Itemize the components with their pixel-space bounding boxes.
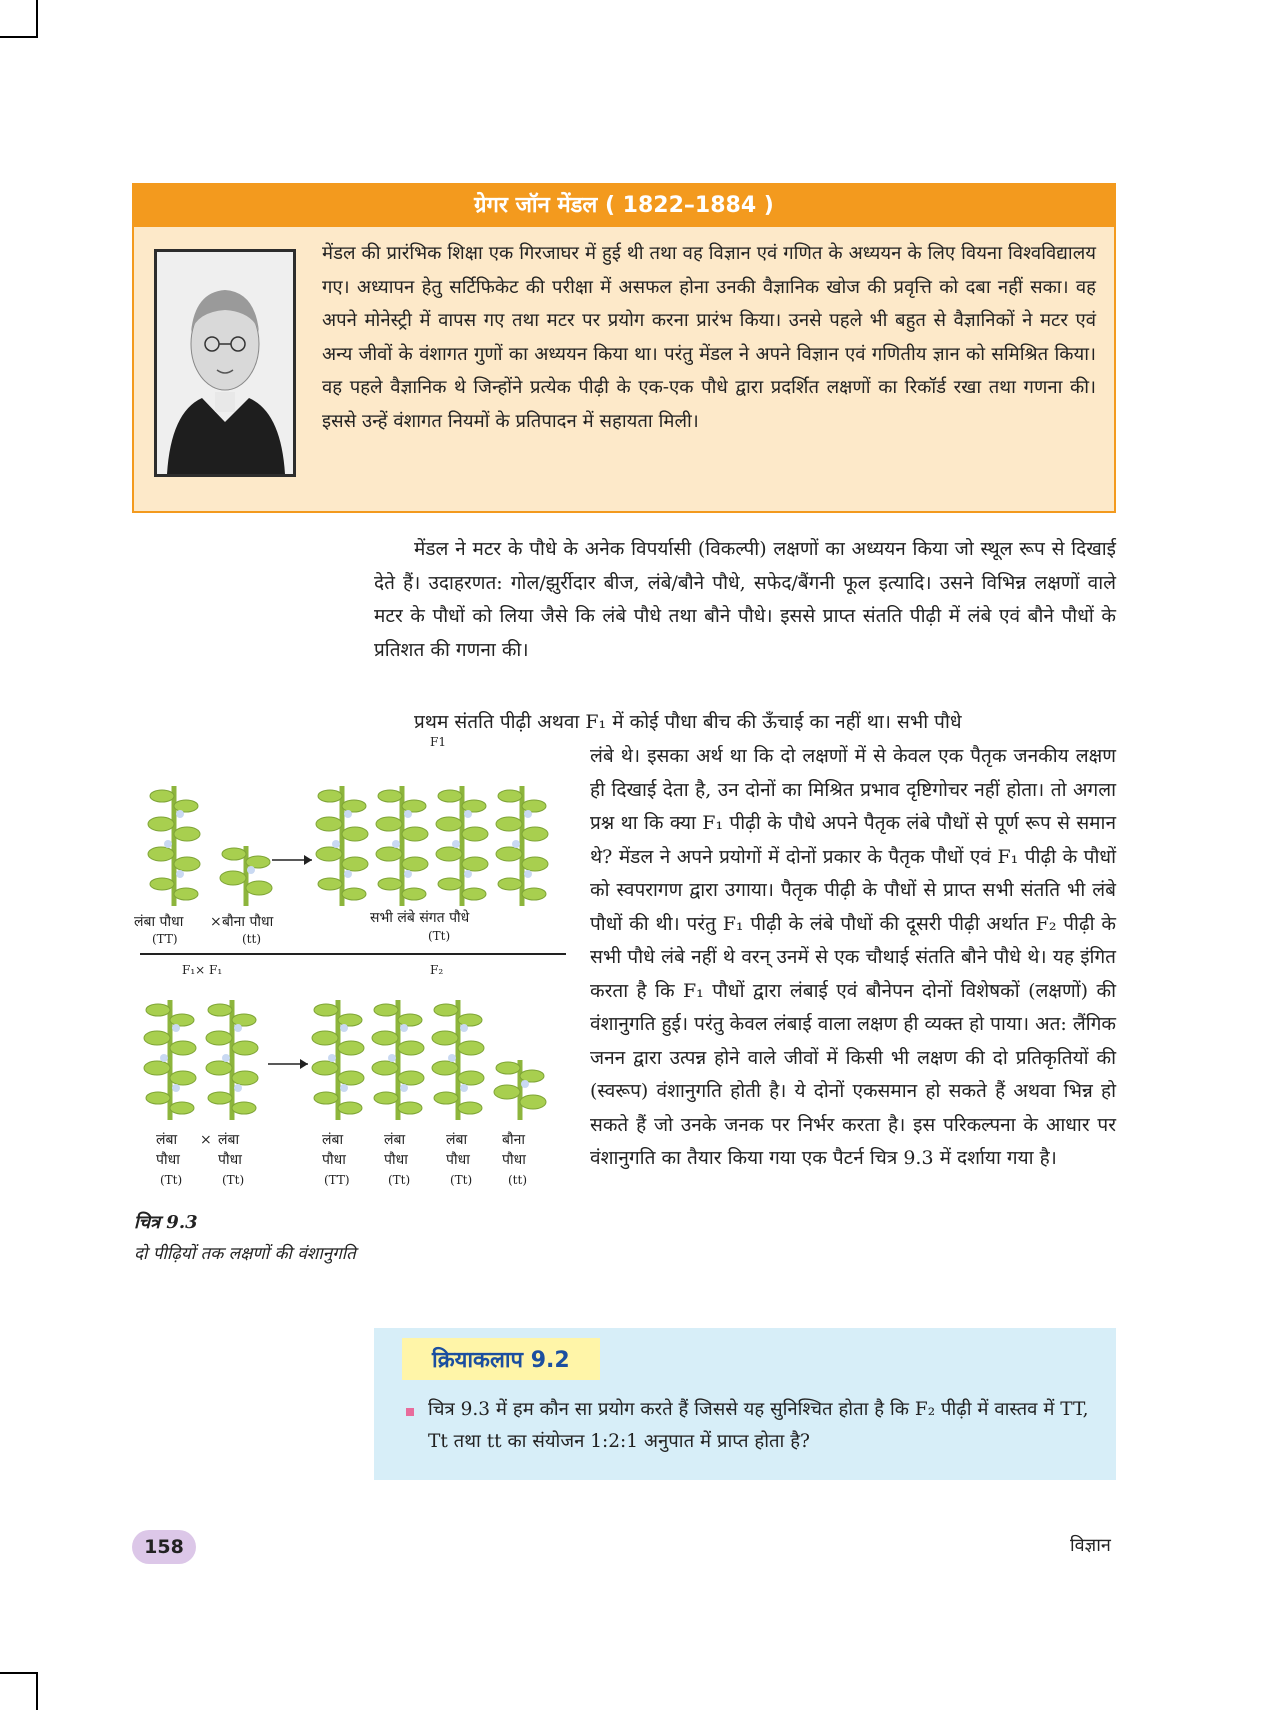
figure-caption-title: चित्र 9.3 xyxy=(134,1212,198,1233)
figure-caption-subtitle: दो पीढ़ियों तक लक्षणों की वंशानुगति xyxy=(134,1244,356,1264)
label-tall-c: लंबा xyxy=(322,1132,344,1148)
activity-question: चित्र 9.3 में हम कौन सा प्रयोग करते हैं जिससे यह सुनिश्चित होता है कि F₂ पीढ़ी में वास्तव में TT, Tt तथा tt का संयोजन 1:2:1 अनुपात में प्राप्त होता है? xyxy=(428,1399,1089,1452)
label-dwarf-plant: बौना पौधा xyxy=(222,914,274,930)
label-plant-b: पौधा xyxy=(218,1152,242,1168)
crop-mark-top-v xyxy=(36,0,38,38)
label-all-tall: सभी लंबे संगत पौधे xyxy=(370,910,470,926)
figure-9-3 xyxy=(130,730,570,1190)
label-Tt-f1: (Tt) xyxy=(428,929,451,943)
label-TT-f2: (TT) xyxy=(324,1173,350,1187)
label-tall-d: लंबा xyxy=(384,1132,406,1148)
label-f1xf1: F₁× F₁ xyxy=(182,963,223,977)
label-Tt-c: (Tt) xyxy=(388,1173,411,1187)
label-plant-a: पौधा xyxy=(156,1152,180,1168)
label-plant-f: पौधा xyxy=(502,1152,526,1168)
f2-plant-TT xyxy=(312,1000,364,1120)
label-dwarf-f: बौना xyxy=(502,1132,526,1148)
paragraph-text: मेंडल ने मटर के पौधे के अनेक विपर्यासी (विकल्पी) लक्षणों का अध्ययन किया जो स्थूल रूप से दिखाई देते हैं। उदाहरणत: गोल/झुर्रीदार बीज, लंबे/बौने पौधे, सफेद/बैंगनी फूल इत्यादि। उसने विभिन्न लक्षणों वाले मटर के पौधों को लिया जैसे कि लंबे पौधे तथा बौने पौधे। इससे प्राप्त संतति पीढ़ी में लंबे एवं बौने पौधों के प्रतिशत की गणना की। xyxy=(374,538,1116,661)
body-paragraph-2-lead: प्रथम संतति पीढ़ी अथवा F₁ में कोई पौधा बीच की ऊँचाई का नहीं था। सभी पौधे xyxy=(414,711,962,733)
label-tt: (tt) xyxy=(242,932,262,946)
mendel-bio-box xyxy=(132,183,1116,513)
label-plant-e: पौधा xyxy=(446,1152,470,1168)
f1-parent-2 xyxy=(206,1000,258,1120)
crop-mark-top xyxy=(0,36,36,38)
body-paragraph-1 xyxy=(374,533,1116,667)
tall-plant-tt xyxy=(148,786,200,906)
mendel-bio-title: ग्रेगर जॉन मेंडल ( 1822–1884 ) xyxy=(134,185,1114,227)
f1-parent-1 xyxy=(144,1000,196,1120)
body-paragraph-2: लंबे थे। इसका अर्थ था कि दो लक्षणों में से केवल एक पैतृक जनकीय लक्षण ही दिखाई देता है, उन दोनों का मिश्रित प्रभाव दृष्टिगोचर नहीं होता। तो अगला प्रश्न था कि क्या F₁ पीढ़ी के पौधे अपने पैतृक लंबे पौधों से पूर्ण रूप से समान थे? मेंडल ने अपने प्रयोगों में दोनों प्रकार के पैतृक पौधों एवं F₁ पीढ़ी के पौधों को स्वपरागण द्वारा उगाया। पैतृक पीढ़ी के पौधों से प्राप्त सभी संतति भी लंबे पौधों की थी। परंतु F₁ पीढ़ी के लंबे पौधों की दूसरी पीढ़ी अर्थात F₂ पीढ़ी के सभी पौधे लंबे नहीं थे वरन् उनमें से एक चौथाई संतति बौने पौधे थे। यह इंगित करता है कि F₁ पौधों द्वारा लंबाई एवं बौनेपन दोनों विशेषकों (लक्षणों) की वंशानुगति हुई। परंतु केवल लंबाई वाला लक्षण ही व्यक्त हो पाया। अत: लैंगिक जनन द्वारा उत्पन्न होने वाले जीवों में किसी भी लक्षण की दो प्रतिकृतियों की (स्वरूप) वंशानुगति होती है। ये दोनों एकसमान हो सकते हैं अथवा भिन्न हो सकते हैं जो उनके जनक पर निर्भर करता है। इस परिकल्पना के आधार पर वंशानुगति का तैयार किया गया एक पैटर्न चित्र 9.3 में दर्शाया गया है। xyxy=(590,745,1116,1169)
crop-mark-bottom xyxy=(0,1672,36,1674)
f1-plant-4 xyxy=(496,786,548,906)
activity-title: क्रियाकलाप 9.2 xyxy=(402,1338,600,1380)
f2-plant-Tt-2 xyxy=(432,1000,484,1120)
mendel-bio-text: मेंडल की प्रारंभिक शिक्षा एक गिरजाघर में हुई थी तथा वह विज्ञान एवं गणित के अध्ययन के लिए वियना विश्वविद्यालय गए। अध्यापन हेतु सर्टिफिकेट की परीक्षा में असफल होना उनकी वैज्ञानिक खोज की प्रवृत्ति को दबा नहीं सका। वह अपने मोनेस्ट्री में वापस गए तथा मटर पर प्रयोग करना प्रारंभ किया। उनसे पहले भी बहुत से वैज्ञानिकों ने मटर एवं अन्य जीवों के वंशागत गुणों का अध्ययन किया था। परंतु मेंडल ने अपने विज्ञान एवं गणितीय ज्ञान को समिश्रित किया। वह पहले वैज्ञानिक थे जिन्होंने प्रत्येक पीढ़ी के एक-एक पौधे द्वारा प्रदर्शित लक्षणों का रिकॉर्ड रखा तथा गणना की। इससे उन्हें वंशागत नियमों के प्रतिपादन में सहायता मिली। xyxy=(322,243,1096,432)
label-tall-b: लंबा xyxy=(218,1132,240,1148)
f1-label: F1 xyxy=(430,735,446,749)
page-number: 158 xyxy=(132,1530,196,1564)
dwarf-plant-tt xyxy=(220,846,272,906)
f2-plant-tt xyxy=(494,1060,546,1120)
label-Tt-a: (Tt) xyxy=(160,1173,183,1187)
label-tall-a: लंबा xyxy=(156,1132,178,1148)
label-tall-e: लंबा xyxy=(446,1132,468,1148)
label-tt-f2: (tt) xyxy=(508,1173,528,1187)
mendel-portrait xyxy=(154,249,296,477)
f1-plant-2 xyxy=(376,786,428,906)
label-cross-2: × xyxy=(200,1132,212,1148)
label-Tt-b: (Tt) xyxy=(222,1173,245,1187)
label-plant-d: पौधा xyxy=(384,1152,408,1168)
label-plant-c: पौधा xyxy=(322,1152,346,1168)
label-tall-plant: लंबा पौधा xyxy=(134,914,184,930)
label-f2: F₂ xyxy=(430,963,444,977)
label-Tt-d: (Tt) xyxy=(450,1173,473,1187)
activity-text xyxy=(404,1394,1094,1458)
label-TT: (TT) xyxy=(152,932,178,946)
label-cross-1: × xyxy=(210,914,222,930)
subject-label: विज्ञान xyxy=(1070,1535,1111,1556)
crop-mark-bottom-v xyxy=(36,1672,38,1710)
activity-box xyxy=(374,1328,1116,1480)
f1-plant-3 xyxy=(436,786,488,906)
f1-plant-1 xyxy=(316,786,368,906)
f2-plant-Tt-1 xyxy=(372,1000,424,1120)
